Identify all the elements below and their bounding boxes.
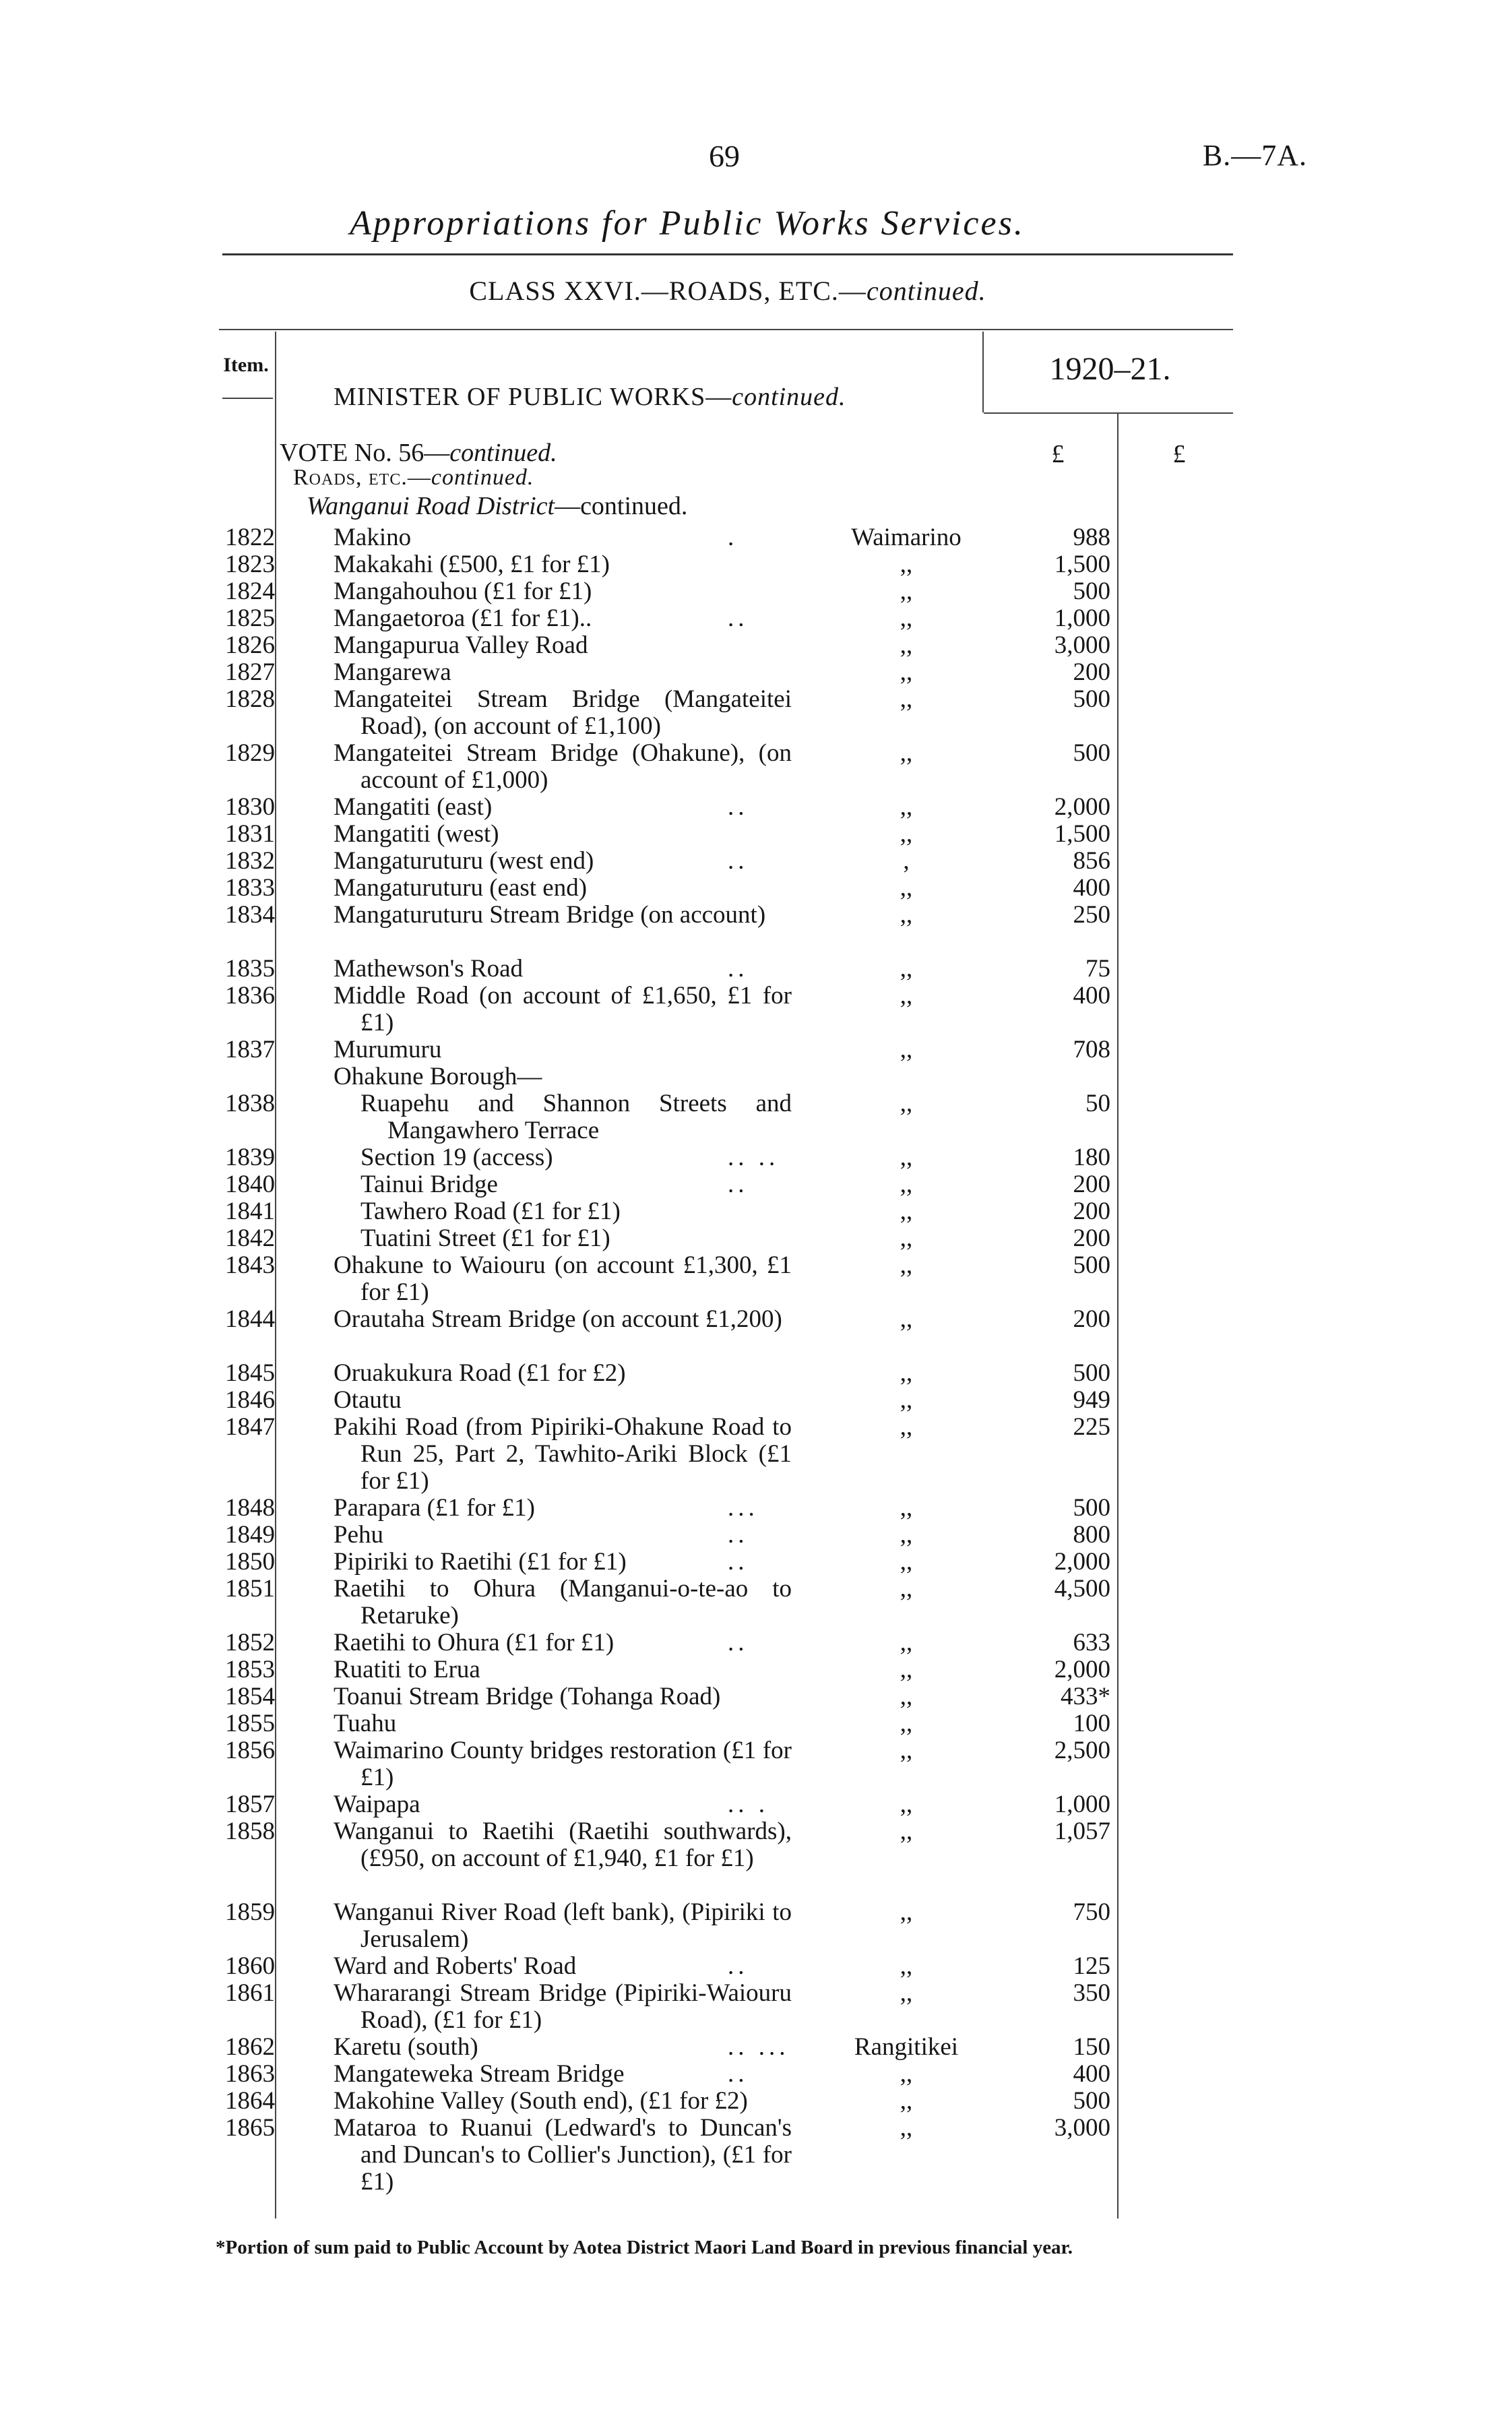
item-description: Oruakukura Road (£1 for £2) bbox=[334, 1359, 626, 1387]
amount: 856 bbox=[1073, 847, 1110, 875]
item-number: 1841 bbox=[225, 1198, 275, 1225]
county: ,, bbox=[900, 982, 913, 1010]
item-number: 1832 bbox=[225, 847, 275, 875]
amount: 500 bbox=[1073, 2087, 1110, 2115]
currency-symbol-items: £ bbox=[1051, 440, 1065, 468]
item-description: Otautu bbox=[334, 1386, 402, 1414]
item-number: 1844 bbox=[225, 1305, 275, 1333]
amount: 350 bbox=[1073, 1979, 1110, 2007]
amount: 2,000 bbox=[1054, 793, 1110, 821]
item-description: Mathewson's Road bbox=[334, 955, 524, 983]
item-description: Murumuru bbox=[334, 1036, 442, 1063]
document-reference: B.—7A. bbox=[1202, 139, 1307, 172]
amount: 500 bbox=[1073, 1359, 1110, 1387]
roads-subheading-continued: continued. bbox=[431, 465, 534, 490]
item-number: 1862 bbox=[225, 2033, 275, 2061]
county: , bbox=[903, 847, 910, 875]
vote-heading-main: VOTE No. 56— bbox=[280, 439, 450, 467]
county: ,, bbox=[900, 1979, 913, 2007]
item-number: 1860 bbox=[225, 1952, 275, 1980]
amount: 75 bbox=[1085, 955, 1110, 983]
amount: 1,000 bbox=[1054, 604, 1110, 632]
item-description: Whararangi Stream Bridge (Pipiriki-Waiouru Road), (£1 for £1) bbox=[334, 1979, 792, 2034]
item-number: 1861 bbox=[225, 1979, 275, 2007]
amount: 400 bbox=[1073, 982, 1110, 1010]
item-header-rule bbox=[222, 398, 273, 399]
item-description: Makino bbox=[334, 524, 412, 551]
item-description: Wanganui to Raetihi (Raetihi southwards), (£950, on account of £1,940, £1 for £1) bbox=[334, 1818, 792, 1872]
item-number: 1843 bbox=[225, 1251, 275, 1279]
item-number: 1863 bbox=[225, 2060, 275, 2088]
class-heading-continued: continued. bbox=[866, 276, 986, 306]
item-description: Ruatiti to Erua bbox=[334, 1656, 480, 1683]
leader-dots: .. bbox=[728, 1521, 749, 1549]
minister-heading-continued: continued. bbox=[732, 383, 846, 411]
amount: 708 bbox=[1073, 1036, 1110, 1063]
item-number: 1840 bbox=[225, 1171, 275, 1198]
item-number: 1838 bbox=[225, 1090, 275, 1117]
county: ,, bbox=[900, 685, 913, 713]
amount: 800 bbox=[1073, 1521, 1110, 1549]
item-number: 1853 bbox=[225, 1656, 275, 1683]
leader-dots: .. . bbox=[728, 1791, 769, 1818]
amount: 1,057 bbox=[1054, 1818, 1110, 1845]
county: ,, bbox=[900, 1171, 913, 1198]
item-number: 1837 bbox=[225, 1036, 275, 1063]
page-title: Appropriations for Public Works Services. bbox=[350, 204, 1025, 243]
leader-dots: .. .. bbox=[728, 1144, 780, 1171]
item-number: 1857 bbox=[225, 1791, 275, 1818]
county: ,, bbox=[900, 1791, 913, 1818]
item-description: Waipapa bbox=[334, 1791, 420, 1818]
footnote: *Portion of sum paid to Public Account by Aotea District Maori Land Board in previous financial year. bbox=[216, 2237, 1073, 2258]
roads-subheading bbox=[293, 465, 534, 491]
item-description: Parapara (£1 for £1) bbox=[334, 1494, 535, 1522]
item-description: Mangaetoroa (£1 for £1).. bbox=[334, 604, 592, 632]
amount: 2,000 bbox=[1054, 1548, 1110, 1576]
vote-heading bbox=[280, 438, 557, 468]
item-description: Mangateitei Stream Bridge (Mangateitei Road), (on account of £1,100) bbox=[334, 685, 792, 740]
currency-symbol-total: £ bbox=[1172, 440, 1186, 468]
item-number: 1833 bbox=[225, 874, 275, 902]
leader-dots: .. bbox=[728, 955, 749, 983]
leader-dots: .. bbox=[728, 2060, 749, 2088]
amount: 500 bbox=[1073, 1251, 1110, 1279]
item-description: Raetihi to Ohura (£1 for £1) bbox=[334, 1629, 615, 1656]
amount: 433* bbox=[1061, 1683, 1110, 1710]
item-description: Mataroa to Ruanui (Ledward's to Duncan's and Duncan's to Collier's Junction), (£1 for £1) bbox=[334, 2114, 792, 2196]
item-number: 1854 bbox=[225, 1683, 275, 1710]
item-number: 1824 bbox=[225, 578, 275, 605]
county: ,, bbox=[900, 1898, 913, 1926]
class-heading-main: CLASS XXVI.—ROADS, ETC.— bbox=[469, 276, 867, 306]
county: ,, bbox=[900, 1952, 913, 1980]
district-continued: —continued. bbox=[555, 492, 688, 520]
amount: 4,500 bbox=[1054, 1575, 1110, 1603]
item-number: 1852 bbox=[225, 1629, 275, 1656]
amount: 200 bbox=[1073, 1224, 1110, 1252]
item-description: Mangaturuturu Stream Bridge (on account) bbox=[334, 901, 766, 929]
year-column-header: 1920–21. bbox=[1049, 351, 1171, 387]
amount: 2,500 bbox=[1054, 1737, 1110, 1764]
county: ,, bbox=[900, 658, 913, 686]
amount: 500 bbox=[1073, 578, 1110, 605]
county: ,, bbox=[900, 739, 913, 767]
item-description: Karetu (south) bbox=[334, 2033, 478, 2061]
amount: 250 bbox=[1073, 901, 1110, 929]
amount: 1,500 bbox=[1054, 820, 1110, 848]
table-top-rule bbox=[219, 329, 1233, 330]
item-description: Wanganui River Road (left bank), (Pipiriki to Jerusalem) bbox=[334, 1898, 792, 1953]
amount-column-divider bbox=[1117, 412, 1119, 2219]
item-description: Mangaturuturu (east end) bbox=[334, 874, 588, 902]
county: ,, bbox=[900, 820, 913, 848]
item-number: 1847 bbox=[225, 1413, 275, 1441]
item-description: Makakahi (£500, £1 for £1) bbox=[334, 551, 610, 578]
county: ,, bbox=[900, 1737, 913, 1764]
year-column-divider bbox=[982, 332, 984, 412]
county: ,, bbox=[900, 1224, 913, 1252]
item-description: Orautaha Stream Bridge (on account £1,200) bbox=[334, 1305, 782, 1333]
leader-dots: ... bbox=[728, 1494, 759, 1522]
item-description: Pakihi Road (from Pipiriki-Ohakune Road to Run 25, Part 2, Tawhito-Ariki Block (£1 for £1) bbox=[334, 1413, 792, 1495]
item-number: 1835 bbox=[225, 955, 275, 983]
item-number: 1851 bbox=[225, 1575, 275, 1603]
amount: 400 bbox=[1073, 2060, 1110, 2088]
roads-subheading-main: Roads, etc.— bbox=[293, 465, 431, 490]
county: ,, bbox=[900, 2114, 913, 2142]
leader-dots: .. bbox=[728, 1171, 749, 1198]
county: ,, bbox=[900, 1548, 913, 1576]
item-description: Mangateitei Stream Bridge (Ohakune), (on account of £1,000) bbox=[334, 739, 792, 794]
item-description: Ward and Roberts' Road bbox=[334, 1952, 577, 1980]
county: ,, bbox=[900, 1494, 913, 1522]
county: ,, bbox=[900, 2060, 913, 2088]
county: ,, bbox=[900, 955, 913, 983]
amount: 633 bbox=[1073, 1629, 1110, 1656]
item-number: 1845 bbox=[225, 1359, 275, 1387]
county: ,, bbox=[900, 578, 913, 605]
item-number: 1829 bbox=[225, 739, 275, 767]
item-number: 1850 bbox=[225, 1548, 275, 1576]
minister-heading-main: MINISTER OF PUBLIC WORKS— bbox=[334, 383, 732, 411]
county: ,, bbox=[900, 604, 913, 632]
county: ,, bbox=[900, 1710, 913, 1737]
item-number: 1849 bbox=[225, 1521, 275, 1549]
item-description: Tawhero Road (£1 for £1) bbox=[360, 1198, 621, 1225]
minister-heading bbox=[334, 382, 846, 412]
page-number: 69 bbox=[709, 139, 740, 173]
county: ,, bbox=[900, 1251, 913, 1279]
item-number: 1856 bbox=[225, 1737, 275, 1764]
item-description: Toanui Stream Bridge (Tohanga Road) bbox=[334, 1683, 721, 1710]
item-description: Pehu bbox=[334, 1521, 383, 1549]
amount: 150 bbox=[1073, 2033, 1110, 2061]
item-number: 1828 bbox=[225, 685, 275, 713]
item-description: Makohine Valley (South end), (£1 for £2) bbox=[334, 2087, 748, 2115]
item-number: 1826 bbox=[225, 631, 275, 659]
county: ,, bbox=[900, 1090, 913, 1117]
county: ,, bbox=[900, 1144, 913, 1171]
item-description: Tuatini Street (£1 for £1) bbox=[360, 1224, 610, 1252]
item-number: 1827 bbox=[225, 658, 275, 686]
county: ,, bbox=[900, 793, 913, 821]
county: ,, bbox=[900, 1359, 913, 1387]
county: ,, bbox=[900, 1036, 913, 1063]
county: ,, bbox=[900, 1818, 913, 1845]
item-column-header: Item. bbox=[223, 354, 269, 376]
item-number: 1846 bbox=[225, 1386, 275, 1414]
leader-dots: .. bbox=[728, 1629, 749, 1656]
item-description: Waimarino County bridges restoration (£1 for £1) bbox=[334, 1737, 792, 1791]
district-heading bbox=[307, 491, 687, 521]
county: ,, bbox=[900, 1386, 913, 1414]
county: ,, bbox=[900, 631, 913, 659]
amount: 2,000 bbox=[1054, 1656, 1110, 1683]
vote-heading-continued: continued. bbox=[449, 439, 557, 467]
item-number: 1865 bbox=[225, 2114, 275, 2142]
district-name: Wanganui Road District bbox=[307, 492, 555, 520]
item-number: 1842 bbox=[225, 1224, 275, 1252]
item-number: 1823 bbox=[225, 551, 275, 578]
amount: 100 bbox=[1073, 1710, 1110, 1737]
item-number: 1855 bbox=[225, 1710, 275, 1737]
item-number: 1864 bbox=[225, 2087, 275, 2115]
amount: 988 bbox=[1073, 524, 1110, 551]
amount: 400 bbox=[1073, 874, 1110, 902]
leader-dots: .. bbox=[728, 1548, 749, 1576]
county: ,, bbox=[900, 551, 913, 578]
amount: 200 bbox=[1073, 1198, 1110, 1225]
county: ,, bbox=[900, 1305, 913, 1333]
item-number: 1836 bbox=[225, 982, 275, 1010]
item-number: 1822 bbox=[225, 524, 275, 551]
amount: 750 bbox=[1073, 1898, 1110, 1926]
item-number: 1839 bbox=[225, 1144, 275, 1171]
amount: 200 bbox=[1073, 1305, 1110, 1333]
item-description: Ohakune Borough— bbox=[334, 1063, 542, 1090]
item-description: Tuahu bbox=[334, 1710, 397, 1737]
leader-dots: .. bbox=[728, 847, 749, 875]
leader-dots: .. bbox=[728, 793, 749, 821]
county: ,, bbox=[900, 1575, 913, 1603]
item-description: Mangatiti (west) bbox=[334, 820, 499, 848]
amount: 200 bbox=[1073, 658, 1110, 686]
year-header-rule bbox=[984, 412, 1233, 414]
amount: 3,000 bbox=[1054, 2114, 1110, 2142]
county: ,, bbox=[900, 1656, 913, 1683]
item-description: Section 19 (access) bbox=[360, 1144, 553, 1171]
amount: 50 bbox=[1085, 1090, 1110, 1117]
item-description: Ohakune to Waiouru (on account £1,300, £1 for £1) bbox=[334, 1251, 792, 1306]
item-description: Pipiriki to Raetihi (£1 for £1) bbox=[334, 1548, 627, 1576]
county: ,, bbox=[900, 1413, 913, 1441]
item-description: Ruapehu and Shannon Streets and Mangawhero Terrace bbox=[360, 1090, 792, 1144]
item-number: 1858 bbox=[225, 1818, 275, 1845]
item-number: 1859 bbox=[225, 1898, 275, 1926]
title-rule bbox=[222, 253, 1233, 255]
item-number: 1830 bbox=[225, 793, 275, 821]
county: ,, bbox=[900, 1683, 913, 1710]
item-description: Mangapurua Valley Road bbox=[334, 631, 588, 659]
item-description: Mangaturuturu (west end) bbox=[334, 847, 594, 875]
item-description: Mangahouhou (£1 for £1) bbox=[334, 578, 592, 605]
county: ,, bbox=[900, 1521, 913, 1549]
amount: 180 bbox=[1073, 1144, 1110, 1171]
leader-dots: .. bbox=[728, 1952, 749, 1980]
item-description: Middle Road (on account of £1,650, £1 for £1) bbox=[334, 982, 792, 1036]
amount: 3,000 bbox=[1054, 631, 1110, 659]
county: ,, bbox=[900, 874, 913, 902]
county: Waimarino bbox=[851, 524, 962, 551]
county: ,, bbox=[900, 1198, 913, 1225]
item-description: Mangarewa bbox=[334, 658, 451, 686]
amount: 1,500 bbox=[1054, 551, 1110, 578]
item-description: Tainui Bridge bbox=[360, 1171, 498, 1198]
item-description: Raetihi to Ohura (Manganui-o-te-ao to Retaruke) bbox=[334, 1575, 792, 1630]
item-number: 1825 bbox=[225, 604, 275, 632]
item-description: Mangateweka Stream Bridge bbox=[334, 2060, 625, 2088]
amount: 500 bbox=[1073, 1494, 1110, 1522]
item-column-divider bbox=[275, 332, 276, 2219]
amount: 500 bbox=[1073, 685, 1110, 713]
item-number: 1834 bbox=[225, 901, 275, 929]
item-number: 1831 bbox=[225, 820, 275, 848]
amount: 225 bbox=[1073, 1413, 1110, 1441]
county: ,, bbox=[900, 901, 913, 929]
county: ,, bbox=[900, 1629, 913, 1656]
leader-dots: .. ... bbox=[728, 2033, 790, 2061]
amount: 1,000 bbox=[1054, 1791, 1110, 1818]
leader-dots: .. bbox=[728, 604, 749, 632]
county: ,, bbox=[900, 2087, 913, 2115]
item-description: Mangatiti (east) bbox=[334, 793, 493, 821]
amount: 200 bbox=[1073, 1171, 1110, 1198]
item-number: 1848 bbox=[225, 1494, 275, 1522]
leader-dots: . bbox=[728, 524, 738, 551]
class-heading bbox=[222, 275, 1233, 307]
amount: 949 bbox=[1073, 1386, 1110, 1414]
amount: 500 bbox=[1073, 739, 1110, 767]
amount: 125 bbox=[1073, 1952, 1110, 1980]
county: Rangitikei bbox=[854, 2033, 959, 2061]
